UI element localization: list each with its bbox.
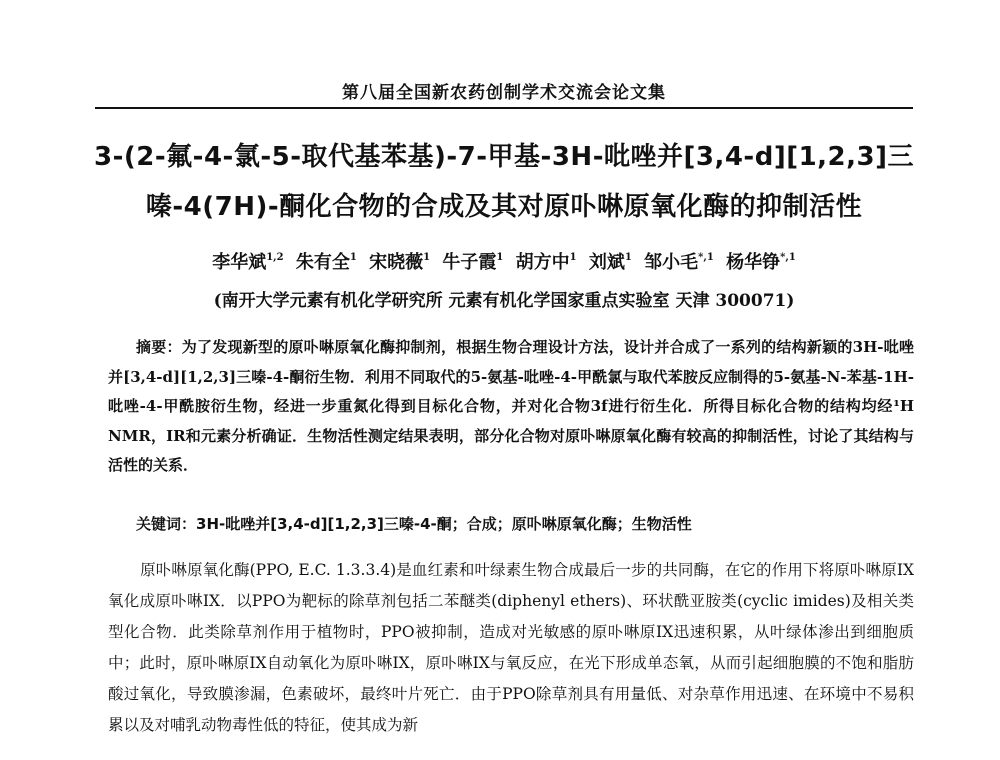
- keywords: [136, 513, 916, 534]
- title-line-2: 嗪-4(7H)-酮化合物的合成及其对原卟啉原氧化酶的抑制活性: [145, 192, 863, 222]
- author: 胡方中$^1$: [515, 252, 577, 273]
- body-paragraph: [108, 555, 914, 741]
- abstract: [108, 333, 914, 481]
- author: 邹小毛$^{*,1}$: [644, 252, 714, 273]
- title-line-1: 3-(2-氟-4-氯-5-取代基苯基)-7-甲基-3H-吡唑并[3,4-d][1,2,3]三: [94, 142, 914, 172]
- author: 李华斌$^{1,2}$: [212, 252, 284, 273]
- body-text: 原卟啉原氧化酶(PPO, E.C. 1.3.3.4)是血红素和叶绿素生物合成最后一步的共同酶，在它的作用下将原卟啉原IX氧化成原卟啉IX．以PPO为靶标的除草剂包括二苯醚类(diphenyl ethers)、环状酰亚胺类(cyclic imides)及相关类型化合物．此类除草剂作用于植物时，PPO被抑制，造成对光敏感的原卟啉原IX迅速积累，从叶绿体渗出到细胞质中；此时，原卟啉原IX自动氧化为原卟啉IX，原卟啉IX与氧反应，在光下形成单态氧，从而引起细胞膜的不饱和脂肪酸过氧化，导致膜渗漏，色素破坏，最终叶片死亡．由于PPO除草剂具有用量低、对杂草作用迅速、在环境中不易积累以及对哺乳动物毒性低的特征，使其成为新: [108, 561, 914, 734]
- author: 杨华铮$^{*,1}$: [726, 252, 796, 273]
- running-head: 第八届全国新农药创制学术交流会论文集: [342, 83, 666, 103]
- author: 宋晓薇$^1$: [369, 252, 431, 273]
- affiliation: (南开大学元素有机化学研究所 元素有机化学国家重点实验室 天津 300071): [213, 291, 795, 311]
- author: 刘斌$^1$: [588, 252, 632, 273]
- author-list: [90, 248, 918, 274]
- author: 朱有全$^1$: [295, 252, 357, 273]
- author: 牛子霞$^1$: [442, 252, 504, 273]
- keywords-text: 3H-吡唑并[3,4-d][1,2,3]三嗪-4-酮；合成；原卟啉原氧化酶；生物活性: [196, 515, 692, 533]
- abstract-text: 为了发现新型的原卟啉原氧化酶抑制剂，根据生物合理设计方法，设计并合成了一系列的结构新颖的3H-吡唑并[3,4-d][1,2,3]三嗪-4-酮衍生物．利用不同取代的5-氨基-吡唑-4-甲酰氯与取代苯胺反应制得的5-氨基-N-苯基-1H-吡唑-4-甲酰胺衍生物，经进一步重氮化得到目标化合物，并对化合物3f进行衍生化．所得目标化合物的结构均经¹H NMR，IR和元素分析确证．生物活性测定结果表明，部分化合物对原卟啉原氧化酶有较高的抑制活性，讨论了其结构与活性的关系．: [108, 338, 914, 474]
- keywords-label: 关键词：: [136, 515, 197, 533]
- abstract-label: 摘要：: [136, 338, 182, 356]
- header-rule: [95, 107, 913, 109]
